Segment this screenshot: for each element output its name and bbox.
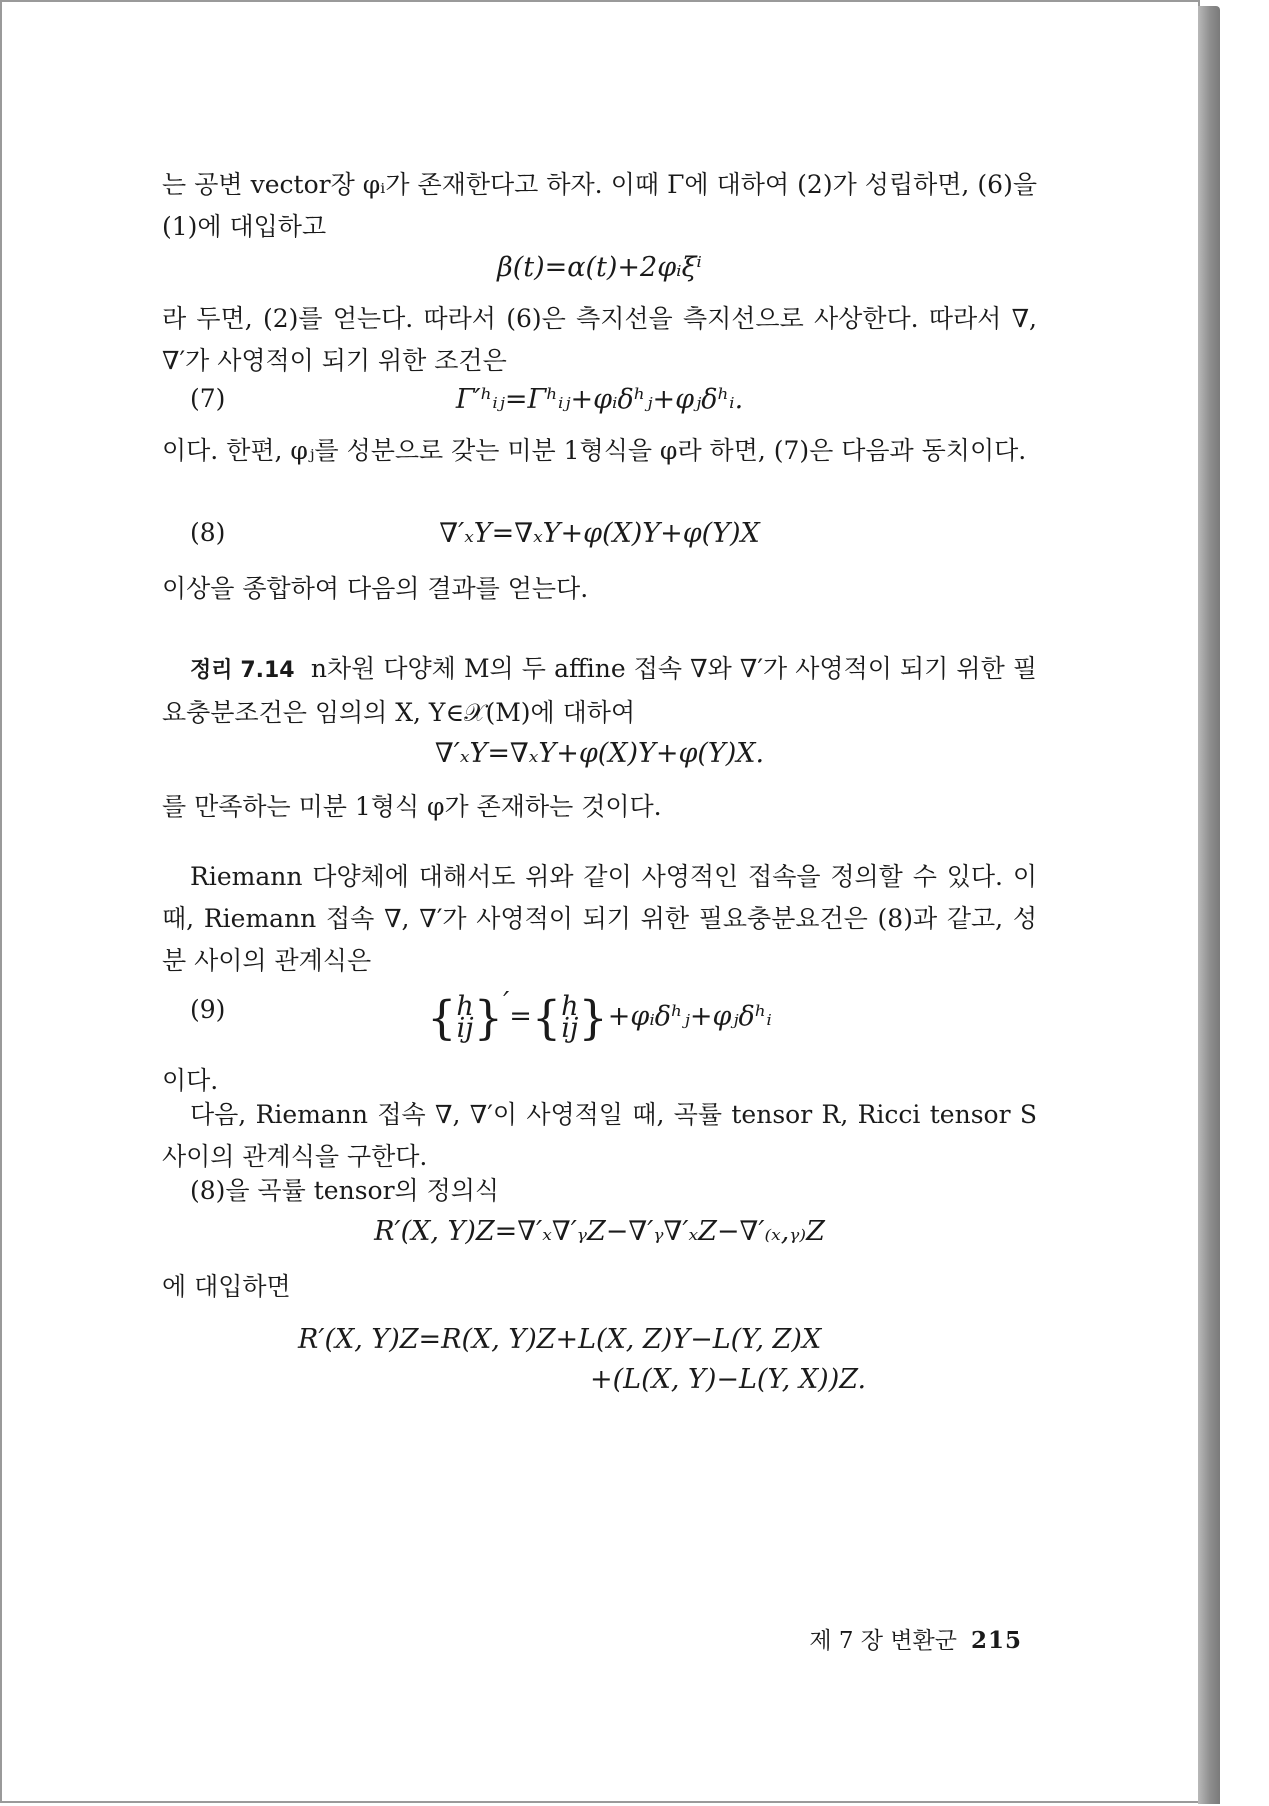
paragraph-3: 이다. 한편, φⱼ를 성분으로 갖는 미분 1형식을 φ라 하면, (7)은 다음과 동치이다. — [162, 436, 1027, 465]
paragraph-10: 에 대입하면 — [162, 1272, 291, 1301]
right-brace-icon: } — [578, 990, 608, 1045]
left-brace-icon: { — [427, 990, 457, 1045]
equation-9 — [162, 987, 1037, 1057]
page-footer — [782, 1622, 1022, 1655]
theorem-label: 정리 7.14 — [190, 658, 295, 683]
equation-8 — [162, 518, 1037, 562]
theorem-text: n차원 다양체 M의 두 affine 접속 ∇와 ∇′가 사영적이 되기 위한 필요충분조건은 임의의 X, Y∈𝒳(M)에 대하여 — [162, 654, 1037, 727]
theorem-statement — [162, 648, 1037, 734]
equation-8-body: ∇′ₓY=∇ₓY+φ(X)Y+φ(Y)X — [439, 518, 760, 549]
equation-9-body: {h ij}′={h ij}+φᵢδʰⱼ+φⱼδʰᵢ — [427, 987, 772, 1045]
paragraph-7: 이다. — [162, 1066, 219, 1095]
page-number: 215 — [970, 1627, 1022, 1654]
paragraph-8: 다음, Riemann 접속 ∇, ∇′이 사영적일 때, 곡률 tensor R, Ricci tensor S 사이의 관계식을 구한다. — [162, 1100, 1037, 1171]
right-brace-icon: } — [473, 990, 504, 1045]
paragraph-2: 라 두면, (2)를 얻는다. 따라서 (6)은 측지선을 측지선으로 사상한다. 따라서 ∇, ∇′가 사영적이 되기 위한 조건은 — [162, 304, 1037, 375]
equation-8-number: (8) — [190, 518, 226, 547]
christoffel-symbol-prime: h ij — [456, 990, 474, 1044]
theorem-equation: ∇′ₓY=∇ₓY+φ(X)Y+φ(Y)X. — [434, 738, 765, 769]
christoffel-symbol: h ij — [561, 990, 579, 1044]
equation-9-number: (9) — [190, 995, 226, 1024]
paragraph-5: 를 만족하는 미분 1형식 φ가 존재하는 것이다. — [162, 792, 662, 821]
curvature-definition: R′(X, Y)Z=∇′ₓ∇′ᵧZ−∇′ᵧ∇′ₓZ−∇′₍ₓ,ᵧ₎Z — [374, 1216, 825, 1247]
equation-beta: β(t)=α(t)+2φᵢξⁱ — [497, 252, 702, 283]
paragraph-1: 는 공변 vector장 φᵢ가 존재한다고 하자. 이때 Γ에 대하여 (2)가 성립하면, (6)을 (1)에 대입하고 — [162, 170, 1037, 241]
curvature-result-line-1: R′(X, Y)Z=R(X, Y)Z+L(X, Z)Y−L(Y, Z)X — [298, 1324, 822, 1355]
chapter-title: 제 7 장 변환군 — [809, 1628, 957, 1654]
equation-7 — [162, 384, 1037, 428]
paragraph-9: (8)을 곡률 tensor의 정의식 — [190, 1176, 500, 1205]
paragraph-4: 이상을 종합하여 다음의 결과를 얻는다. — [162, 574, 589, 603]
paragraph-6: Riemann 다양체에 대해서도 위와 같이 사영적인 접속을 정의할 수 있다. 이때, Riemann 접속 ∇, ∇′가 사영적이 되기 위한 필요충분요건은 (8)과 같고, 성분 사이의 관계식은 — [162, 862, 1037, 975]
left-brace-icon: { — [531, 990, 562, 1045]
equation-9-tail: +φᵢδʰⱼ+φⱼδʰᵢ — [607, 1001, 772, 1032]
equation-7-body: Γ′ʰᵢⱼ=Γʰᵢⱼ+φᵢδʰⱼ+φⱼδʰᵢ. — [455, 384, 744, 415]
equation-7-number: (7) — [190, 384, 226, 413]
page-edge-shadow — [1198, 6, 1220, 1804]
curvature-result-line-2: +(L(X, Y)−L(Y, X))Z. — [590, 1364, 867, 1395]
